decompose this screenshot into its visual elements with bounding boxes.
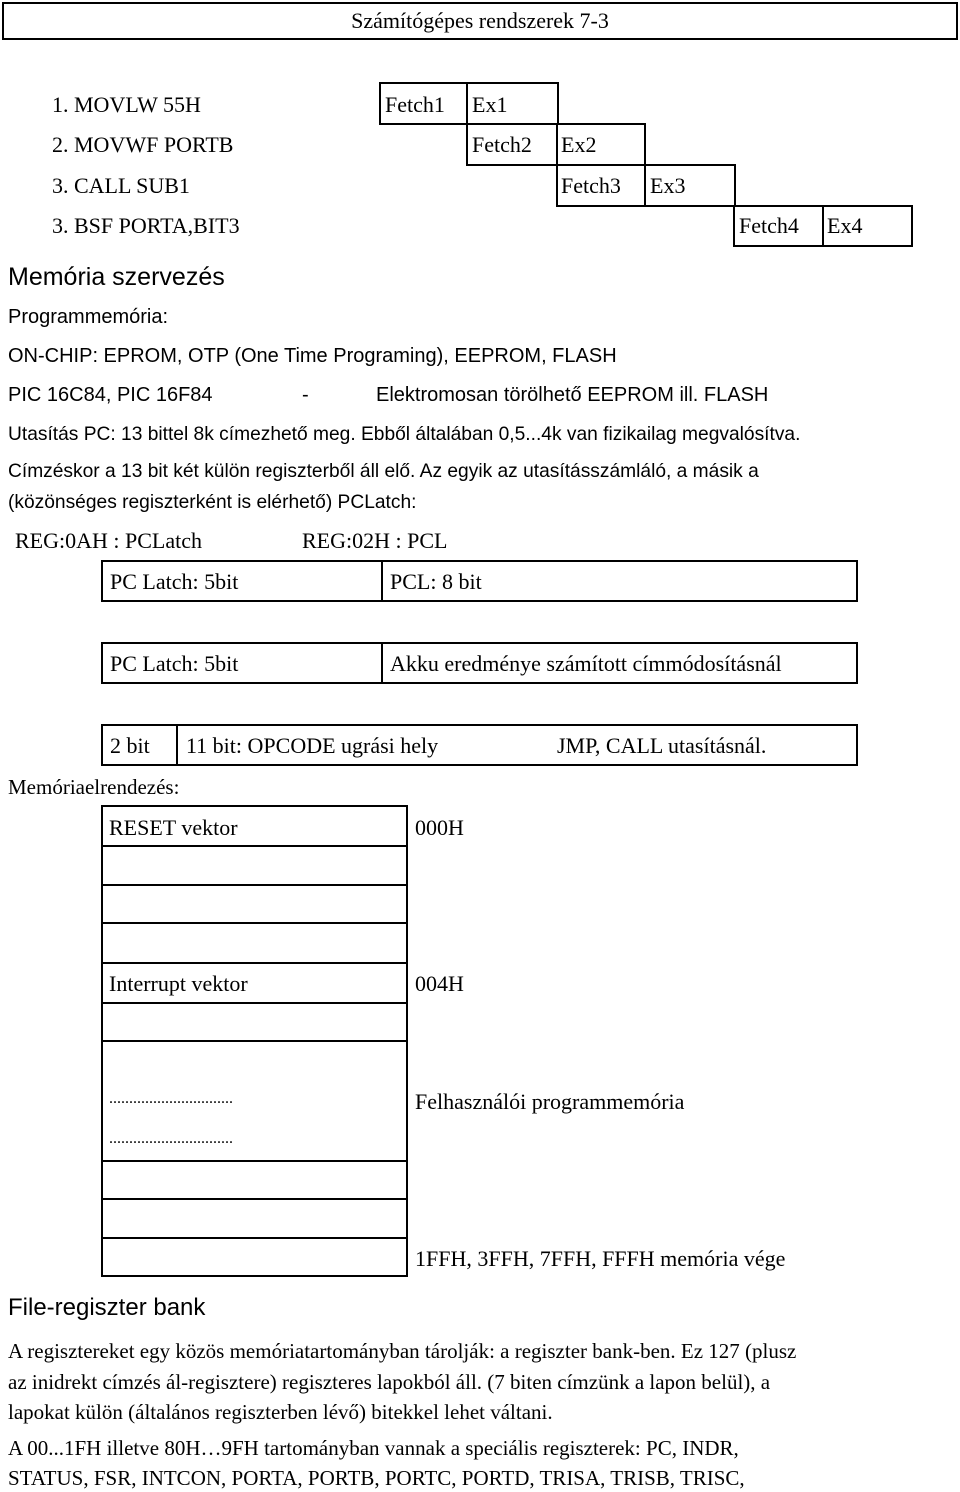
fetch-3: Fetch3 — [561, 173, 621, 198]
row3-left: 2 bit — [110, 733, 150, 758]
file-register-para2-line1: A 00...1FH illetve 80H…9FH tartományban vannak a speciális regiszterek: PC, INDR, — [8, 1436, 739, 1460]
memory-row-reset: RESET vektor — [109, 815, 238, 840]
addr-line-1: Címzéskor a 13 bit két külön regiszterből áll elő. Az egyik az utasításszámláló, a másik a — [8, 461, 759, 482]
row2-left: PC Latch: 5bit — [110, 651, 239, 676]
ex-2: Ex2 — [561, 132, 597, 157]
file-register-para1-line3: lapokat külön (általános regiszterben lévő) bitekkel lehet váltani. — [8, 1400, 553, 1424]
instruction-3: 3. CALL SUB1 — [52, 173, 190, 198]
fetch-1: Fetch1 — [385, 92, 445, 117]
fetch-4: Fetch4 — [739, 213, 799, 238]
row1-right: PCL: 8 bit — [390, 569, 482, 594]
memory-end: 1FFH, 3FFH, 7FFH, FFFH memória vége — [415, 1246, 786, 1271]
addr-line-2: (közönséges regiszterként is elérhető) PCLatch: — [8, 492, 417, 513]
pic-note: Elektromosan törölhető EEPROM ill. FLASH — [376, 384, 769, 406]
program-memory-label: Programmemória: — [8, 306, 169, 328]
onchip-line: ON-CHIP: EPROM, OTP (One Time Programing), EEPROM, FLASH — [8, 345, 617, 367]
ex-1: Ex1 — [472, 92, 508, 117]
memory-addr-reset: 000H — [415, 815, 464, 840]
memory-addr-interrupt: 004H — [415, 971, 464, 996]
file-register-para1-line1: A regisztereket egy közös memóriatartományban tárolják: a regiszter bank-ben. Ez 127 (plusz — [8, 1339, 797, 1363]
reg-pcl: REG:02H : PCL — [302, 528, 448, 553]
pc-line: Utasítás PC: 13 bittel 8k címezhető meg. Ebből általában 0,5...4k van fizikailag megvalósítva. — [8, 424, 801, 445]
row2-right: Akku eredménye számított címmódosításnál — [390, 651, 782, 676]
memory-row-interrupt: Interrupt vektor — [109, 971, 248, 996]
row1-left: PC Latch: 5bit — [110, 569, 239, 594]
page-title: Számítógépes rendszerek 7-3 — [351, 8, 609, 33]
pic-dash: - — [302, 384, 309, 406]
file-register-para2-line2: STATUS, FSR, INTCON, PORTA, PORTB, PORTC, PORTD, TRISA, TRISB, TRISC, — [8, 1466, 745, 1490]
instruction-1: 1. MOVLW 55H — [52, 92, 201, 117]
memory-user-program: Felhasználói programmemória — [415, 1089, 685, 1114]
memory-row-dots-2: ............................... — [109, 1130, 233, 1147]
memory-layout-heading: Memóriaelrendezés: — [8, 775, 180, 799]
memory-row-dots-1: ............................... — [109, 1090, 233, 1107]
file-register-para1-line2: az inidrekt címzés ál-regisztere) regiszteres lapokból áll. (7 biten címzünk a lapon belül), a — [8, 1370, 771, 1394]
memory-heading: Memória szervezés — [8, 263, 225, 291]
instruction-2: 2. MOVWF PORTB — [52, 132, 234, 157]
reg-pclatch: REG:0AH : PCLatch — [15, 528, 202, 553]
file-register-heading: File-regiszter bank — [8, 1294, 206, 1321]
instruction-4: 3. BSF PORTA,BIT3 — [52, 213, 240, 238]
ex-3: Ex3 — [650, 173, 686, 198]
ex-4: Ex4 — [827, 213, 863, 238]
fetch-2: Fetch2 — [472, 132, 532, 157]
row3-right: JMP, CALL utasításnál. — [557, 733, 767, 758]
row3-mid: 11 bit: OPCODE ugrási hely — [186, 733, 439, 758]
pic-models: PIC 16C84, PIC 16F84 — [8, 384, 213, 406]
